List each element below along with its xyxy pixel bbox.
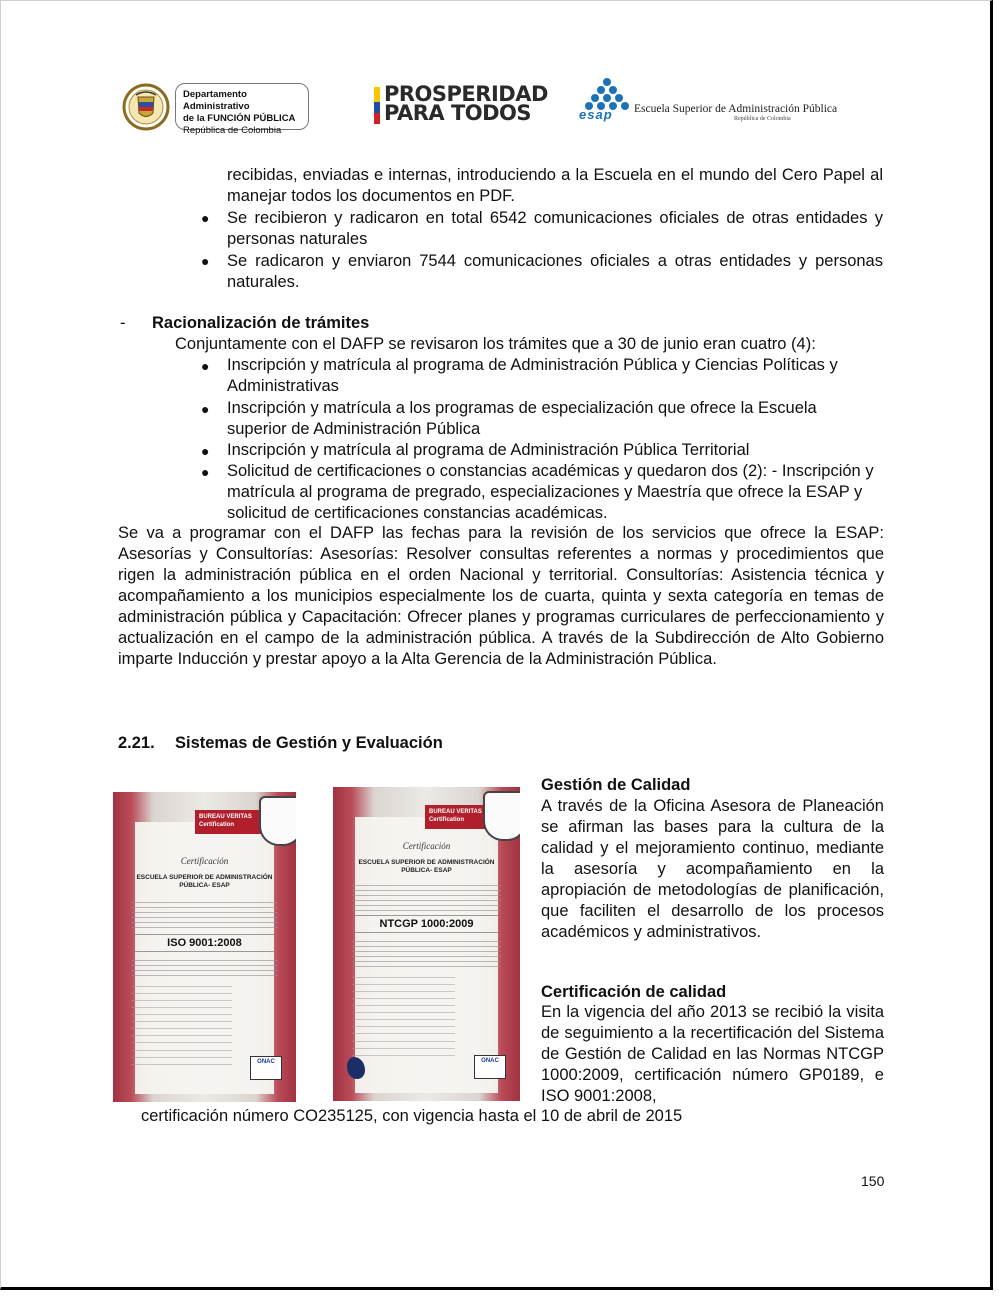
racionalizacion-heading: Racionalización de trámites — [152, 314, 370, 332]
intro-bullet-1: Se recibieron y radicaron en total 6542 comunicaciones oficiales de otras entidades y personas naturales — [227, 209, 883, 248]
programar-paragraph: Se va a programar con el DAFP las fechas para la revisión de los servicios que ofrece la ESAP: Asesorías y Consultorías: Asesorías: Resolver consultas referentes a normas y procedimientos que rigen la administración pública en el orden Nacional y territorial. Consultorías: Asistencia técnica y acompañamiento a los municipios especialmente los de cuarta, quinta y sexta categoría en temas de administración pública y Capacitación: Ofrecer planes y programas curriculares de perfeccionamiento y actualización en el campo de la administración pública. A través de la Subdirección de Alto Gobierno imparte Inducción y prestar apoyo a la Alta Gerencia de la Administración Pública. — [118, 524, 884, 668]
prosperidad-logo — [384, 82, 548, 125]
dafp-line-3: República de Colombia — [183, 125, 282, 136]
dafp-line-1: Departamento Administrativo — [183, 89, 250, 112]
certificate-org: ESCUELA SUPERIOR DE ADMINISTRACIÓN PÚBLICA- ESAP — [358, 859, 495, 874]
bureau-veritas-seal-icon — [259, 796, 296, 846]
bullet-dot: ● — [201, 253, 210, 269]
onac-badge: ONAC — [250, 1056, 282, 1080]
bullet-dot: ● — [201, 401, 210, 417]
certificate-image-iso — [113, 792, 296, 1102]
certificate-title: Certificación — [402, 841, 451, 851]
esap-name: Escuela Superior de Administración Pública — [634, 103, 838, 115]
racionalizacion-intro: Conjuntamente con el DAFP se revisaron los trámites que a 30 de junio eran cuatro (4): — [175, 335, 816, 353]
prosperidad-color-bar — [374, 87, 380, 124]
certificate-org: ESCUELA SUPERIOR DE ADMINISTRACIÓN PÚBLICA- ESAP — [136, 874, 273, 889]
bullet-dot: ● — [201, 358, 210, 374]
dafp-logo — [175, 83, 309, 136]
bullet-dot: ● — [201, 210, 210, 226]
prosperidad-line-2: PARA TODOS — [384, 101, 532, 125]
bullet-dot: ● — [201, 464, 210, 480]
intro-bullet-2: Se radicaron y enviaron 7544 comunicaciones oficiales a otras entidades y personas naturales. — [227, 252, 883, 291]
tramite-item-1: Inscripción y matrícula al programa de Administración Pública y Ciencias Políticas y Administrativas — [227, 356, 838, 395]
tramite-item-3: Inscripción y matrícula al programa de Administración Pública Territorial — [227, 441, 750, 459]
dafp-line-2: de la FUNCIÓN PÚBLICA — [183, 113, 296, 124]
gestion-calidad-heading: Gestión de Calidad — [541, 776, 691, 794]
onac-badge: ONAC — [474, 1055, 506, 1079]
esap-dots-icon — [581, 77, 633, 111]
certificacion-text: En la vigencia del año 2013 se recibió la visita de seguimiento a la recertificación del Sistema de Gestión de Calidad en las Normas NTCGP 1000:2009, certificación número GP0189, e ISO 9001:2008, — [541, 1003, 884, 1105]
bureau-veritas-badge: BUREAU VERITAS Certification — [195, 810, 265, 834]
certificate-image-ntcgp — [333, 787, 520, 1101]
certificate-standard: ISO 9001:2008 — [135, 934, 274, 952]
prosperidad-line-1: PROSPERIDAD — [384, 82, 548, 106]
section-title: Sistemas de Gestión y Evaluación — [175, 734, 443, 752]
page-number: 150 — [861, 1173, 885, 1189]
certificacion-last-line: certificación número CO235125, con vigencia hasta el 10 de abril de 2015 — [141, 1107, 683, 1125]
gestion-calidad-text: A través de la Oficina Asesora de Planeación se afirman las bases para la cultura de la calidad y el mejoramiento continuo, mediante la asesoría y acompañamiento en la apropiación de metodologías de planificación, que faciliten el desarrollo de los procesos académicos y administrativos. — [541, 797, 884, 941]
tramite-item-2: Inscripción y matrícula a los programas de especialización que ofrece la Escuela superior de Administración Pública — [227, 399, 817, 438]
bullet-dot: ● — [201, 443, 210, 459]
section-number: 2.21. — [118, 734, 155, 752]
esap-subtitle: República de Colombia — [734, 116, 791, 122]
racionalizacion-dash: - — [120, 314, 126, 332]
certificacion-heading: Certificación de calidad — [541, 983, 727, 1001]
certificate-title: Certificación — [180, 856, 229, 866]
colombia-coat-of-arms-logo — [122, 83, 170, 131]
tramite-item-4: Solicitud de certificaciones o constancias académicas y quedaron dos (2): - Inscripción y matrícula al programa de pregrado, especializaciones y Maestría que ofrece la ESAP y solicitud de certificaciones constancias académicas. — [227, 462, 874, 522]
bureau-veritas-seal-icon — [483, 791, 520, 841]
intro-continuation: recibidas, enviadas e internas, introduciendo a la Escuela en el mundo del Cero Papel al manejar todos los documentos en PDF. — [227, 166, 883, 205]
certificate-standard: NTCGP 1000:2009 — [355, 915, 497, 933]
esap-wordmark: esap — [579, 107, 613, 122]
bureau-veritas-badge: BUREAU VERITAS Certification — [425, 805, 495, 829]
